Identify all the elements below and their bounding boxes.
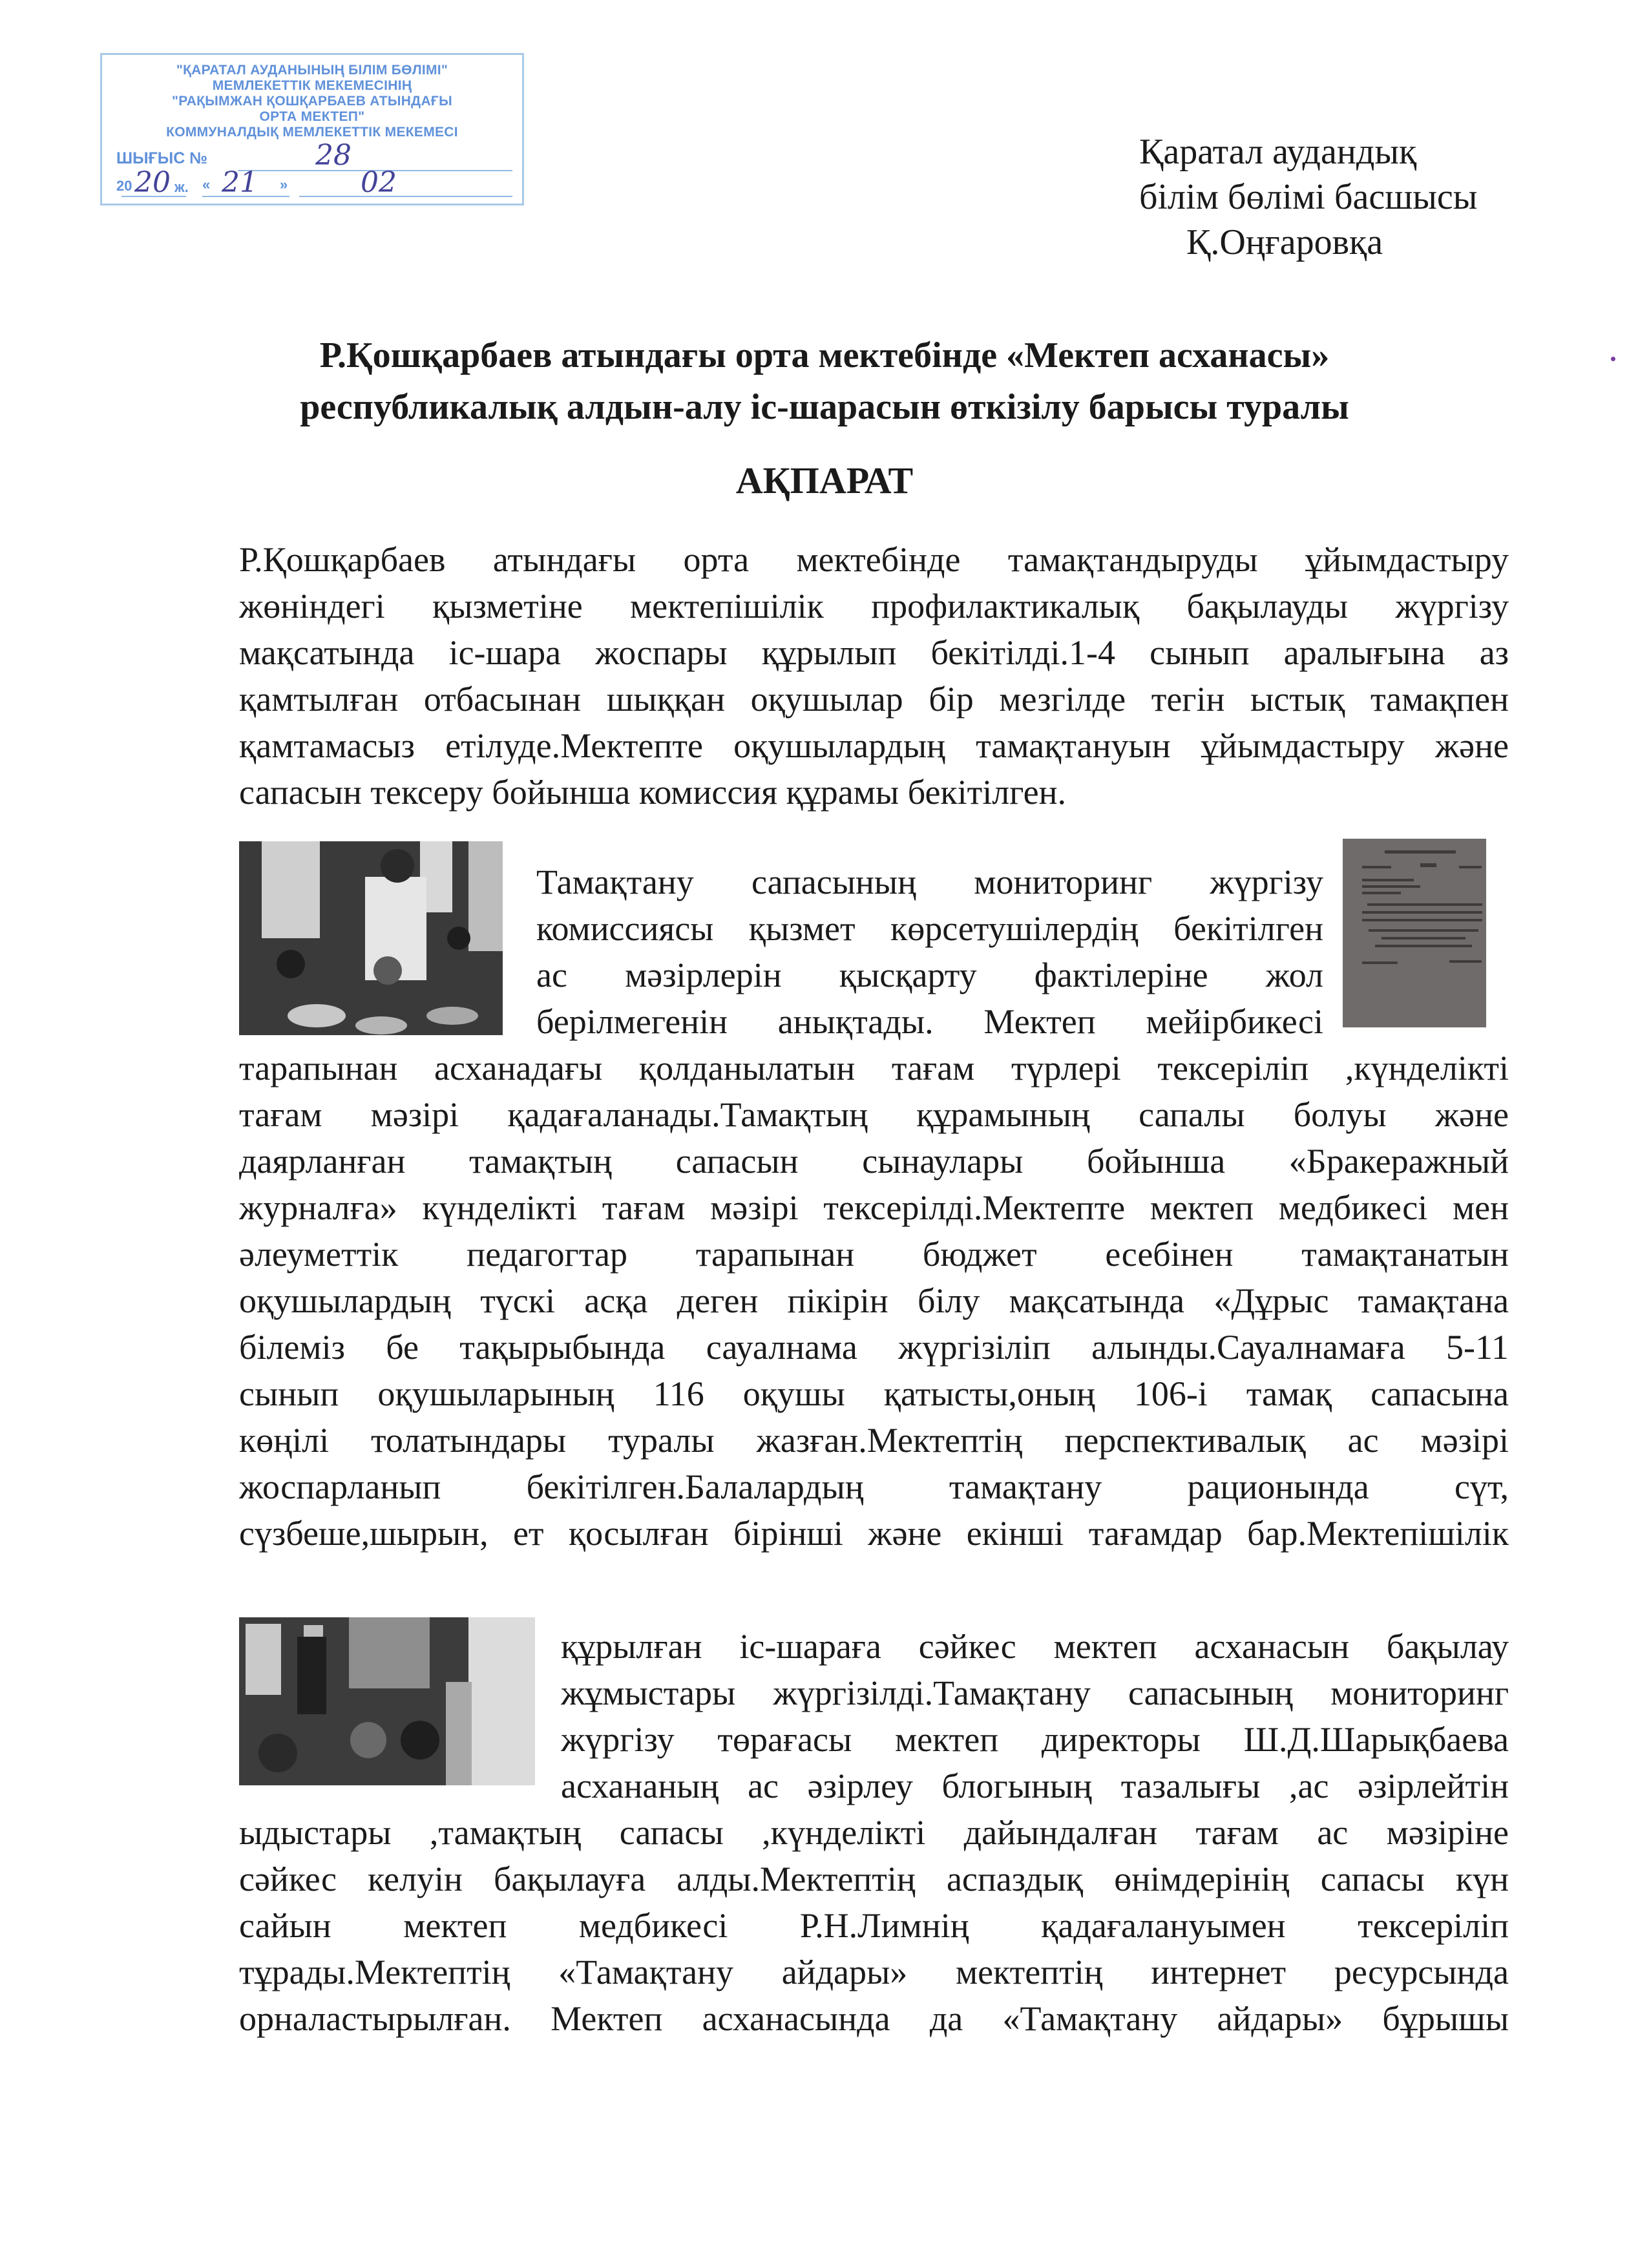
text-line: асхананың ас әзірлеу блогының тазалығы ,ас әзірлейтін [561,1767,1509,1805]
text-line: берілмегенін анықтады. Мектеп мейірбикесі [536,1002,1323,1041]
stamp-year-suffix: 20 [134,166,171,199]
stamp-outgoing-number: 28 [315,139,352,172]
text-line: журналға» күнделікті тағам мәзірі тексерілді.Мектепте мектеп медбикесі мен [239,1188,1509,1227]
text-line: Р.Қошқарбаев атындағы орта мектебінде тамақтандыруды ұйымдастыру [239,540,1509,579]
text-line: жоспарланып бекітілген.Балалардың тамақтану рационында сүт, [239,1467,1509,1506]
text-line: сәйкес келуін бақылауға алды.Мектептің аспаздық өнімдерінің сапасы күн [239,1860,1509,1898]
stamp-line: "ҚАРАТАЛ АУДАНЫНЫҢ БІЛІМ БӨЛІМІ" [176,63,448,78]
document-photo-graphic [1343,839,1486,1027]
dining-hall-photo-1 [239,841,503,1035]
document-title-line-1: Р.Қошқарбаев атындағы орта мектебінде «Мектеп асханасы» [319,335,1330,375]
text-line: жөніндегі қызметіне мектепішілік профилактикалық бақылауды жүргізу [239,587,1509,625]
addressee-recipient: Қ.Оңғаровқа [1186,222,1383,262]
document-heading: АҚПАРАТ [735,459,914,501]
text-line: қамтамасыз етілуде.Мектепте оқушылардың тамақтануын ұйымдастыру және [239,726,1509,765]
stamp-year-unit: ж. [174,179,189,195]
photo-1-graphic [239,841,503,1035]
text-line: көңілі толатындары туралы жазған.Мектептің перспективалық ас мәзірі [239,1421,1509,1460]
stamp-year-prefix: 20 [116,178,132,194]
text-line: Тамақтану сапасының мониторинг жүргізу [536,863,1323,901]
text-line: сапасын тексеру бойынша комиссия құрамы бекітілген. [239,773,1067,812]
text-line: даярланған тамақтың сапасын сынаулары бойынша «Бракеражный [239,1142,1509,1181]
stamp-month-line [299,196,512,197]
text-line: жүргізу төрағасы мектеп директоры Ш.Д.Шарықбаева [561,1720,1509,1759]
document-title-line-2: республикалық алдын-алу іс-шарасын өткізілу барысы туралы [300,387,1349,427]
text-line: әлеуметтік педагогтар тарапынан бюджет есебінен тамақтанатын [239,1235,1509,1274]
stamp-quote-close: » [280,176,288,193]
text-line: тарапынан асханадағы қолданылатын тағам түрлері тексеріліп ,күнделікті [239,1049,1509,1087]
text-line: жұмыстары жүргізілді.Тамақтану сапасының мониторинг [561,1674,1509,1712]
text-line: тағам мәзірі қадағаланады.Тамақтың құрамының сапалы болуы және [239,1095,1509,1134]
text-line: сайын мектеп медбикесі Р.Н.Лимнің қадағалануымен тексеріліп [239,1906,1509,1945]
text-line: білеміз бе тақырыбында сауалнама жүргізіліп алынды.Сауалнамаға 5-11 [239,1328,1509,1367]
text-line: сынып оқушыларының 116 оқушы қатысты,оның 106-і тамақ сапасына [239,1374,1509,1413]
text-line: тұрады.Мектептің «Тамақтану айдары» мектептің интернет ресурсында [239,1953,1509,1991]
registration-stamp [100,53,524,205]
stamp-month: 02 [361,166,397,199]
dining-hall-photo-2 [239,1617,535,1785]
text-line: ас мәзірлерін қысқарту фактілеріне жол [536,956,1323,994]
stamp-outgoing-label: ШЫҒЫС № [116,149,208,167]
stamp-quote-open: « [202,176,211,193]
stamp-day: 21 [222,166,258,199]
text-line: орналастырылған. Мектеп асханасында да «Тамақтану айдары» бұрышы [239,1999,1509,2038]
stamp-line: КОММУНАЛДЫҚ МЕМЛЕКЕТТІК МЕКЕМЕСІ [166,125,458,140]
stamp-line: ОРТА МЕКТЕП" [259,109,365,124]
stamp-day-line [202,196,289,197]
stamp-line: "РАҚЫМЖАН ҚОШҚАРБАЕВ АТЫНДАҒЫ [172,94,452,109]
text-line: ыдыстары ,тамақтың сапасы ,күнделікті дайындалған тағам ас мәзіріне [239,1813,1509,1852]
stamp-line: МЕМЛЕКЕТТІК МЕКЕМЕСІНІҢ [212,78,412,93]
addressee-line-2: білім бөлімі басшысы [1139,177,1478,217]
stamp-year-line [121,196,186,197]
text-line: құрылған іс-шараға сәйкес мектеп асханасын бақылау [561,1627,1509,1666]
text-line: оқушылардың түскі асқа деген пікірін білу мақсатында «Дұрыс тамақтана [239,1281,1509,1320]
photo-2-graphic [239,1617,535,1785]
text-line: қамтылған отбасынан шыққан оқушылар бір мезгілде тегін ыстық тамақпен [239,680,1509,719]
approved-document-photo [1343,839,1486,1027]
text-line: мақсатында іс-шара жоспары құрылып бекітілді.1-4 сынып аралығына аз [239,633,1509,672]
text-line: комиссиясы қызмет көрсетушілердің бекітілген [536,909,1323,948]
text-line: сүзбеше,шырын, ет қосылған бірінші және екінші тағамдар бар.Мектепішілік [239,1514,1509,1553]
addressee-line-1: Қаратал аудандық [1139,132,1417,172]
